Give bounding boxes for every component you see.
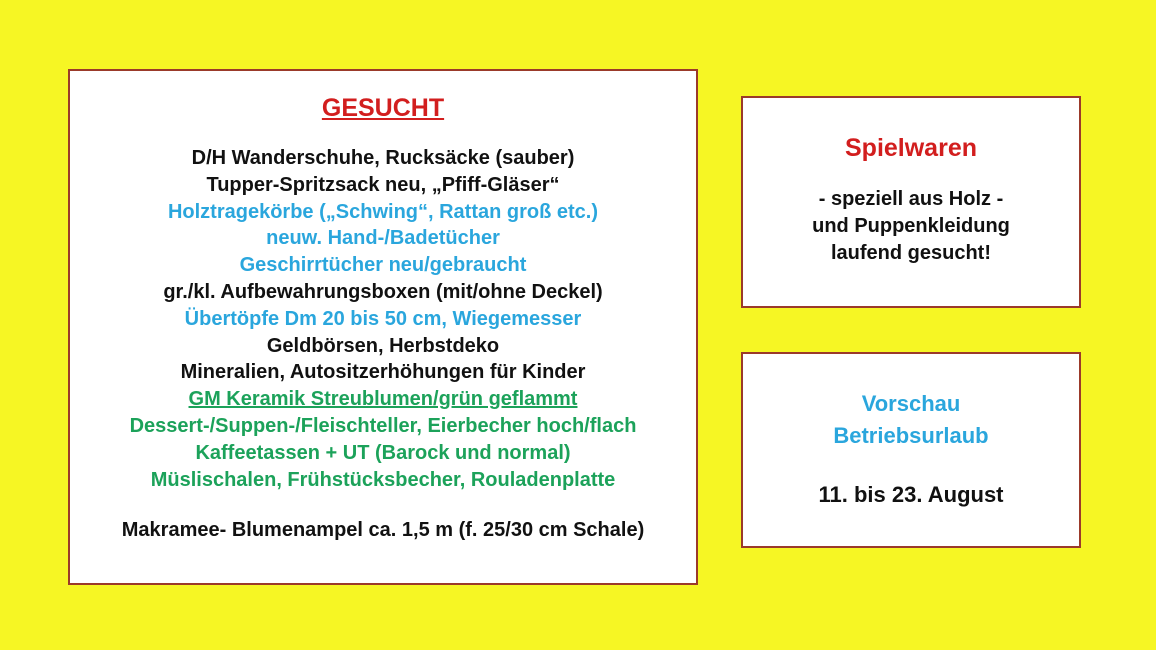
wanted-title: GESUCHT [321, 94, 445, 122]
wanted-item: gr./kl. Aufbewahrungsboxen (mit/ohne Deckel) [163, 280, 603, 303]
wanted-item: neuw. Hand-/Badetücher [266, 227, 500, 250]
wanted-item: Holztragekörbe („Schwing“, Rattan groß etc.) [167, 200, 599, 223]
wanted-item: Kaffeetassen + UT (Barock und normal) [195, 441, 571, 464]
toys-title: Spielwaren [845, 134, 977, 162]
wanted-item: Übertöpfe Dm 20 bis 50 cm, Wiegemesser [184, 307, 582, 330]
toys-box [741, 96, 1081, 308]
toys-line: und Puppenkleidung [812, 215, 1010, 237]
toys-line: - speziell aus Holz - [818, 188, 1004, 210]
wanted-footer: Makramee- Blumenampel ca. 1,5 m (f. 25/30 cm Schale) [121, 519, 645, 541]
vacation-heading [743, 388, 1079, 452]
vacation-date: 11. bis 23. August [818, 482, 1004, 507]
wanted-item: Geldbörsen, Herbstdeko [266, 334, 500, 357]
vacation-line: Betriebsurlaub [833, 423, 989, 448]
wanted-item: Mineralien, Autositzerhöhungen für Kinder [180, 361, 586, 384]
wanted-item: Tupper-Spritzsack neu, „Pfiff-Gläser“ [206, 173, 560, 196]
wanted-item-underlined: GM Keramik Streublumen/grün geflammt [188, 388, 578, 411]
wanted-list [70, 145, 696, 493]
wanted-item: Geschirrtücher neu/gebraucht [239, 254, 527, 277]
toys-text [743, 186, 1079, 267]
toys-line: laufend gesucht! [830, 242, 991, 264]
wanted-box [68, 69, 698, 585]
vacation-box [741, 352, 1081, 548]
wanted-item: Dessert-/Suppen-/Fleischteller, Eierbecher hoch/flach [129, 414, 637, 437]
wanted-item: Müslischalen, Frühstücksbecher, Rouladenplatte [150, 468, 616, 491]
wanted-item: D/H Wanderschuhe, Rucksäcke (sauber) [191, 147, 575, 169]
vacation-line: Vorschau [861, 391, 961, 416]
